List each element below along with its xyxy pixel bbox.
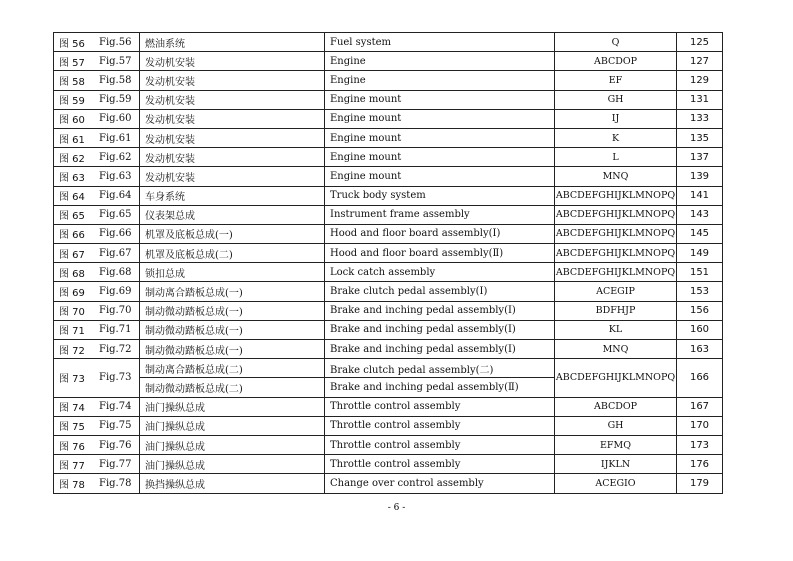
title-cn: 发动机安装	[140, 90, 325, 109]
figure-number-cn: 图 60	[54, 109, 95, 128]
model-codes: Q	[555, 33, 677, 52]
title-cn: 燃油系统	[140, 33, 325, 52]
figure-number-cn: 图 59	[54, 90, 95, 109]
table-row	[54, 205, 723, 224]
figure-number-en: Fig.66	[94, 224, 140, 243]
title-en: Engine	[325, 52, 555, 71]
title-cn: 锁扣总成	[140, 263, 325, 282]
title-cn: 油门操纵总成	[140, 416, 325, 435]
title-cn: 发动机安装	[140, 167, 325, 186]
figure-number-en: Fig.73	[94, 359, 140, 397]
title-cn: 发动机安装	[140, 148, 325, 167]
page-ref: 145	[677, 224, 723, 243]
title-en: Hood and floor board assembly(Ⅱ)	[325, 244, 555, 263]
figure-number-cn: 图 68	[54, 263, 95, 282]
title-cn: 机罩及底板总成(二)	[140, 244, 325, 263]
title-en: Brake and inching pedal assembly(Ⅰ)	[325, 320, 555, 339]
table-row	[54, 455, 723, 474]
table-row	[54, 224, 723, 243]
page-ref: 131	[677, 90, 723, 109]
title-cn: 制动微动踏板总成(一)	[140, 320, 325, 339]
figure-number-en: Fig.59	[94, 90, 140, 109]
table-row	[54, 359, 723, 378]
figure-number-cn: 图 56	[54, 33, 95, 52]
title-cn: 车身系统	[140, 186, 325, 205]
title-en: Brake and inching pedal assembly(Ⅰ)	[325, 340, 555, 359]
page-ref: 143	[677, 205, 723, 224]
page-ref: 137	[677, 148, 723, 167]
title-en: Throttle control assembly	[325, 416, 555, 435]
model-codes: ABCDEFGHIJKLMNOPQ	[555, 244, 677, 263]
table-row	[54, 128, 723, 147]
title-en: Truck body system	[325, 186, 555, 205]
title-cn: 仪表架总成	[140, 205, 325, 224]
model-codes: GH	[555, 90, 677, 109]
title-en: Brake clutch pedal assembly(Ⅰ)	[325, 282, 555, 301]
table-row	[54, 474, 723, 493]
figure-number-en: Fig.72	[94, 340, 140, 359]
title-cn: 发动机安装	[140, 71, 325, 90]
model-codes: ABCDEFGHIJKLMNOPQ	[555, 263, 677, 282]
figure-number-cn: 图 72	[54, 340, 95, 359]
page-ref: 173	[677, 435, 723, 454]
page-ref: 129	[677, 71, 723, 90]
table-row	[54, 397, 723, 416]
figure-number-cn: 图 65	[54, 205, 95, 224]
table-row	[54, 33, 723, 52]
figure-number-cn: 图 75	[54, 416, 95, 435]
figure-number-cn: 图 67	[54, 244, 95, 263]
model-codes: BDFHJP	[555, 301, 677, 320]
page-ref: 141	[677, 186, 723, 205]
table-row	[54, 109, 723, 128]
figure-number-cn: 图 61	[54, 128, 95, 147]
figure-number-cn: 图 78	[54, 474, 95, 493]
table-row	[54, 52, 723, 71]
title-en: Brake and inching pedal assembly(Ⅰ)	[325, 301, 555, 320]
figure-number-en: Fig.57	[94, 52, 140, 71]
model-codes: ACEGIO	[555, 474, 677, 493]
table-row	[54, 340, 723, 359]
title-cn: 制动微动踏板总成(一)	[140, 301, 325, 320]
title-en: Engine mount	[325, 167, 555, 186]
figure-number-en: Fig.76	[94, 435, 140, 454]
model-codes: ABCDOP	[555, 52, 677, 71]
table-row	[54, 71, 723, 90]
title-cn: 发动机安装	[140, 128, 325, 147]
page-ref: 170	[677, 416, 723, 435]
figure-number-en: Fig.77	[94, 455, 140, 474]
title-en: Change over control assembly	[325, 474, 555, 493]
title-cn: 制动微动踏板总成(一)	[140, 340, 325, 359]
figure-number-cn: 图 70	[54, 301, 95, 320]
title-cn: 制动离合踏板总成(一)	[140, 282, 325, 301]
table-row	[54, 90, 723, 109]
title-en: Lock catch assembly	[325, 263, 555, 282]
table-row	[54, 167, 723, 186]
title-en: Instrument frame assembly	[325, 205, 555, 224]
model-codes: ACEGIP	[555, 282, 677, 301]
table-row	[54, 244, 723, 263]
model-codes: ABCDEFGHIJKLMNOPQ	[555, 205, 677, 224]
title-en: Engine	[325, 71, 555, 90]
figure-number-cn: 图 76	[54, 435, 95, 454]
figure-number-cn: 图 58	[54, 71, 95, 90]
table-row	[54, 301, 723, 320]
model-codes: IJ	[555, 109, 677, 128]
figure-number-en: Fig.58	[94, 71, 140, 90]
page-ref: 179	[677, 474, 723, 493]
title-cn: 机罩及底板总成(一)	[140, 224, 325, 243]
table-row	[54, 263, 723, 282]
figure-number-en: Fig.75	[94, 416, 140, 435]
figure-number-en: Fig.56	[94, 33, 140, 52]
model-codes: KL	[555, 320, 677, 339]
figure-number-en: Fig.70	[94, 301, 140, 320]
figure-number-en: Fig.65	[94, 205, 140, 224]
page-ref: 160	[677, 320, 723, 339]
model-codes: ABCDEFGHIJKLMNOPQ	[555, 186, 677, 205]
page-ref: 149	[677, 244, 723, 263]
page-ref: 153	[677, 282, 723, 301]
table-row	[54, 435, 723, 454]
title-en: Engine mount	[325, 128, 555, 147]
model-codes: IJKLN	[555, 455, 677, 474]
page-ref: 135	[677, 128, 723, 147]
figure-number-en: Fig.61	[94, 128, 140, 147]
model-codes: EFMQ	[555, 435, 677, 454]
model-codes: ABCDEFGHIJKLMNOPQ	[555, 359, 677, 397]
page-ref: 139	[677, 167, 723, 186]
figure-number-cn: 图 71	[54, 320, 95, 339]
model-codes: L	[555, 148, 677, 167]
model-codes: EF	[555, 71, 677, 90]
title-cn: 制动离合踏板总成(二)	[140, 359, 325, 378]
table-row	[54, 282, 723, 301]
figure-number-cn: 图 57	[54, 52, 95, 71]
title-cn: 发动机安装	[140, 109, 325, 128]
title-en: Throttle control assembly	[325, 397, 555, 416]
model-codes: K	[555, 128, 677, 147]
page-ref: 163	[677, 340, 723, 359]
title-cn: 发动机安装	[140, 52, 325, 71]
figure-number-en: Fig.78	[94, 474, 140, 493]
figure-number-cn: 图 64	[54, 186, 95, 205]
title-en: Brake and inching pedal assembly(Ⅱ)	[325, 378, 555, 397]
page-ref: 167	[677, 397, 723, 416]
figure-number-en: Fig.63	[94, 167, 140, 186]
figure-number-en: Fig.68	[94, 263, 140, 282]
page-ref: 151	[677, 263, 723, 282]
page-ref: 176	[677, 455, 723, 474]
page-ref: 125	[677, 33, 723, 52]
figure-number-en: Fig.74	[94, 397, 140, 416]
table-row	[54, 320, 723, 339]
figure-index-table	[53, 32, 723, 494]
page-ref: 133	[677, 109, 723, 128]
figure-number-en: Fig.71	[94, 320, 140, 339]
title-en: Engine mount	[325, 109, 555, 128]
figure-number-cn: 图 66	[54, 224, 95, 243]
title-cn: 制动微动踏板总成(二)	[140, 378, 325, 397]
page-number: - 6 -	[387, 503, 406, 513]
title-en: Engine mount	[325, 90, 555, 109]
model-codes: GH	[555, 416, 677, 435]
model-codes: ABCDOP	[555, 397, 677, 416]
figure-number-en: Fig.60	[94, 109, 140, 128]
title-cn: 换挡操纵总成	[140, 474, 325, 493]
title-en: Throttle control assembly	[325, 435, 555, 454]
figure-number-cn: 图 74	[54, 397, 95, 416]
model-codes: ABCDEFGHIJKLMNOPQ	[555, 224, 677, 243]
title-en: Throttle control assembly	[325, 455, 555, 474]
figure-number-cn: 图 69	[54, 282, 95, 301]
title-en: Fuel system	[325, 33, 555, 52]
model-codes: MNQ	[555, 340, 677, 359]
figure-number-cn: 图 73	[54, 359, 95, 397]
title-cn: 油门操纵总成	[140, 435, 325, 454]
figure-number-cn: 图 62	[54, 148, 95, 167]
model-codes: MNQ	[555, 167, 677, 186]
page-ref: 166	[677, 359, 723, 397]
table-row	[54, 186, 723, 205]
table-row	[54, 148, 723, 167]
title-en: Hood and floor board assembly(Ⅰ)	[325, 224, 555, 243]
table-row	[54, 416, 723, 435]
title-en: Brake clutch pedal assembly(二)	[325, 359, 555, 378]
figure-number-en: Fig.62	[94, 148, 140, 167]
figure-number-en: Fig.69	[94, 282, 140, 301]
page-ref: 156	[677, 301, 723, 320]
figure-number-en: Fig.67	[94, 244, 140, 263]
figure-number-cn: 图 63	[54, 167, 95, 186]
title-en: Engine mount	[325, 148, 555, 167]
page-ref: 127	[677, 52, 723, 71]
figure-number-en: Fig.64	[94, 186, 140, 205]
title-cn: 油门操纵总成	[140, 455, 325, 474]
figure-number-cn: 图 77	[54, 455, 95, 474]
title-cn: 油门操纵总成	[140, 397, 325, 416]
